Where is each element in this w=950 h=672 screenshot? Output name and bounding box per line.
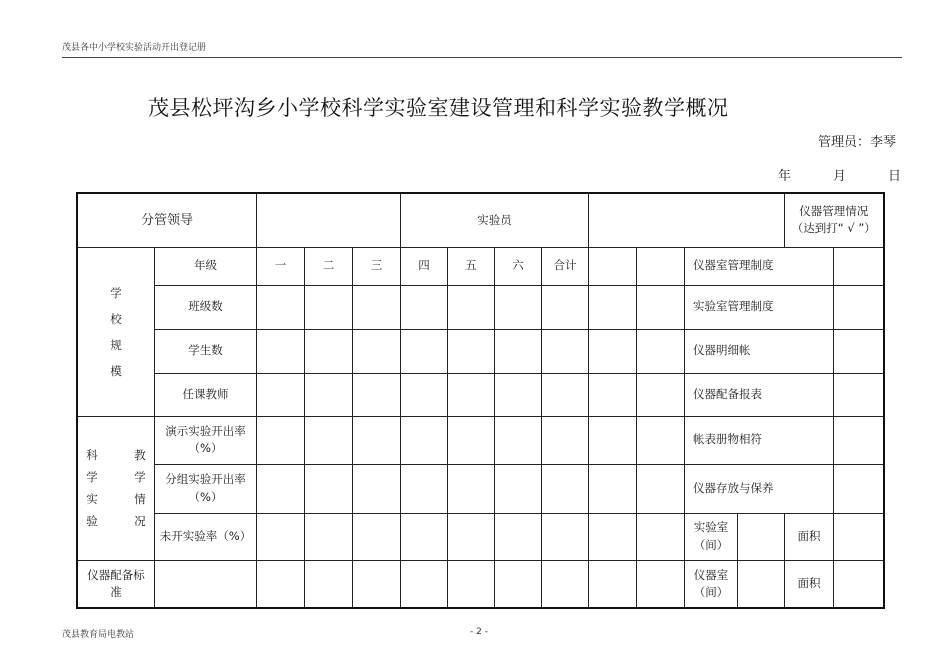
area-label: 面积	[785, 513, 834, 560]
teachers-label: 任课教师	[155, 373, 257, 416]
page-header: 茂县各中小学校实验活动开出登记册	[62, 40, 902, 58]
empty-cell	[637, 247, 685, 285]
area-label: 面积	[785, 560, 834, 608]
check-cell	[834, 464, 884, 513]
lab-room-value	[738, 513, 785, 560]
instrument-room-value	[738, 560, 785, 608]
page-number: - 2 -	[470, 627, 488, 637]
teaching-group-label: 科 教 学 学 实 情 验 况	[77, 416, 155, 560]
group-rate-label: 分组实验开出率（%）	[155, 464, 257, 513]
right-item-cell: 仪器配备报表	[685, 373, 834, 416]
grade-cell: 六	[495, 247, 542, 285]
date-year: 年	[778, 169, 792, 184]
equipment-standard-label: 仪器配备标准	[77, 560, 155, 608]
right-item-cell: 帐表册物相符	[685, 416, 834, 464]
check-cell	[834, 329, 884, 373]
lab-overview-table	[76, 192, 885, 609]
instrument-room-label: 仪器室（间）	[685, 560, 738, 608]
grade-cell: 三	[353, 247, 401, 285]
right-item-cell: 仪器存放与保养	[685, 464, 834, 513]
grade-cell: 二	[305, 247, 353, 285]
grade-cell: 五	[448, 247, 495, 285]
area-value	[834, 560, 884, 608]
lead-label-cell: 分管领导	[77, 193, 257, 247]
manager-line: 管理员：李琴	[817, 135, 896, 150]
check-cell	[834, 247, 884, 285]
document-title: 茂县松坪沟乡小学校科学实验室建设管理和科学实验教学概况	[148, 96, 729, 120]
demo-rate-label: 演示实验开出率（%）	[155, 416, 257, 464]
grade-cell: 四	[401, 247, 448, 285]
footer-source: 茂县教育局电教站	[62, 630, 135, 640]
check-cell	[834, 285, 884, 329]
date-month: 月	[833, 169, 847, 184]
school-scale-group-label: 学 校 规 模	[77, 247, 155, 416]
grade-cell: 一	[257, 247, 305, 285]
class-count-label: 班级数	[155, 285, 257, 329]
lab-staff-label-cell: 实验员	[401, 193, 589, 247]
lab-room-label: 实验室（间）	[685, 513, 738, 560]
date-day: 日	[888, 169, 902, 184]
empty-cell	[589, 247, 637, 285]
area-value	[834, 513, 884, 560]
lead-value-cell	[257, 193, 401, 247]
right-item-cell: 实验室管理制度	[685, 285, 834, 329]
not-open-rate-label: 未开实验率（%）	[155, 513, 257, 560]
right-item-cell: 仪器室管理制度	[685, 247, 834, 285]
grade-label-cell: 年级	[155, 247, 257, 285]
instrument-management-header: 仪器管理情况 （达到打“ √ ”）	[785, 193, 884, 247]
check-cell	[834, 416, 884, 464]
grade-total-cell: 合计	[542, 247, 589, 285]
right-item-cell: 仪器明细帐	[685, 329, 834, 373]
check-cell	[834, 373, 884, 416]
student-count-label: 学生数	[155, 329, 257, 373]
lab-staff-value-cell	[589, 193, 785, 247]
